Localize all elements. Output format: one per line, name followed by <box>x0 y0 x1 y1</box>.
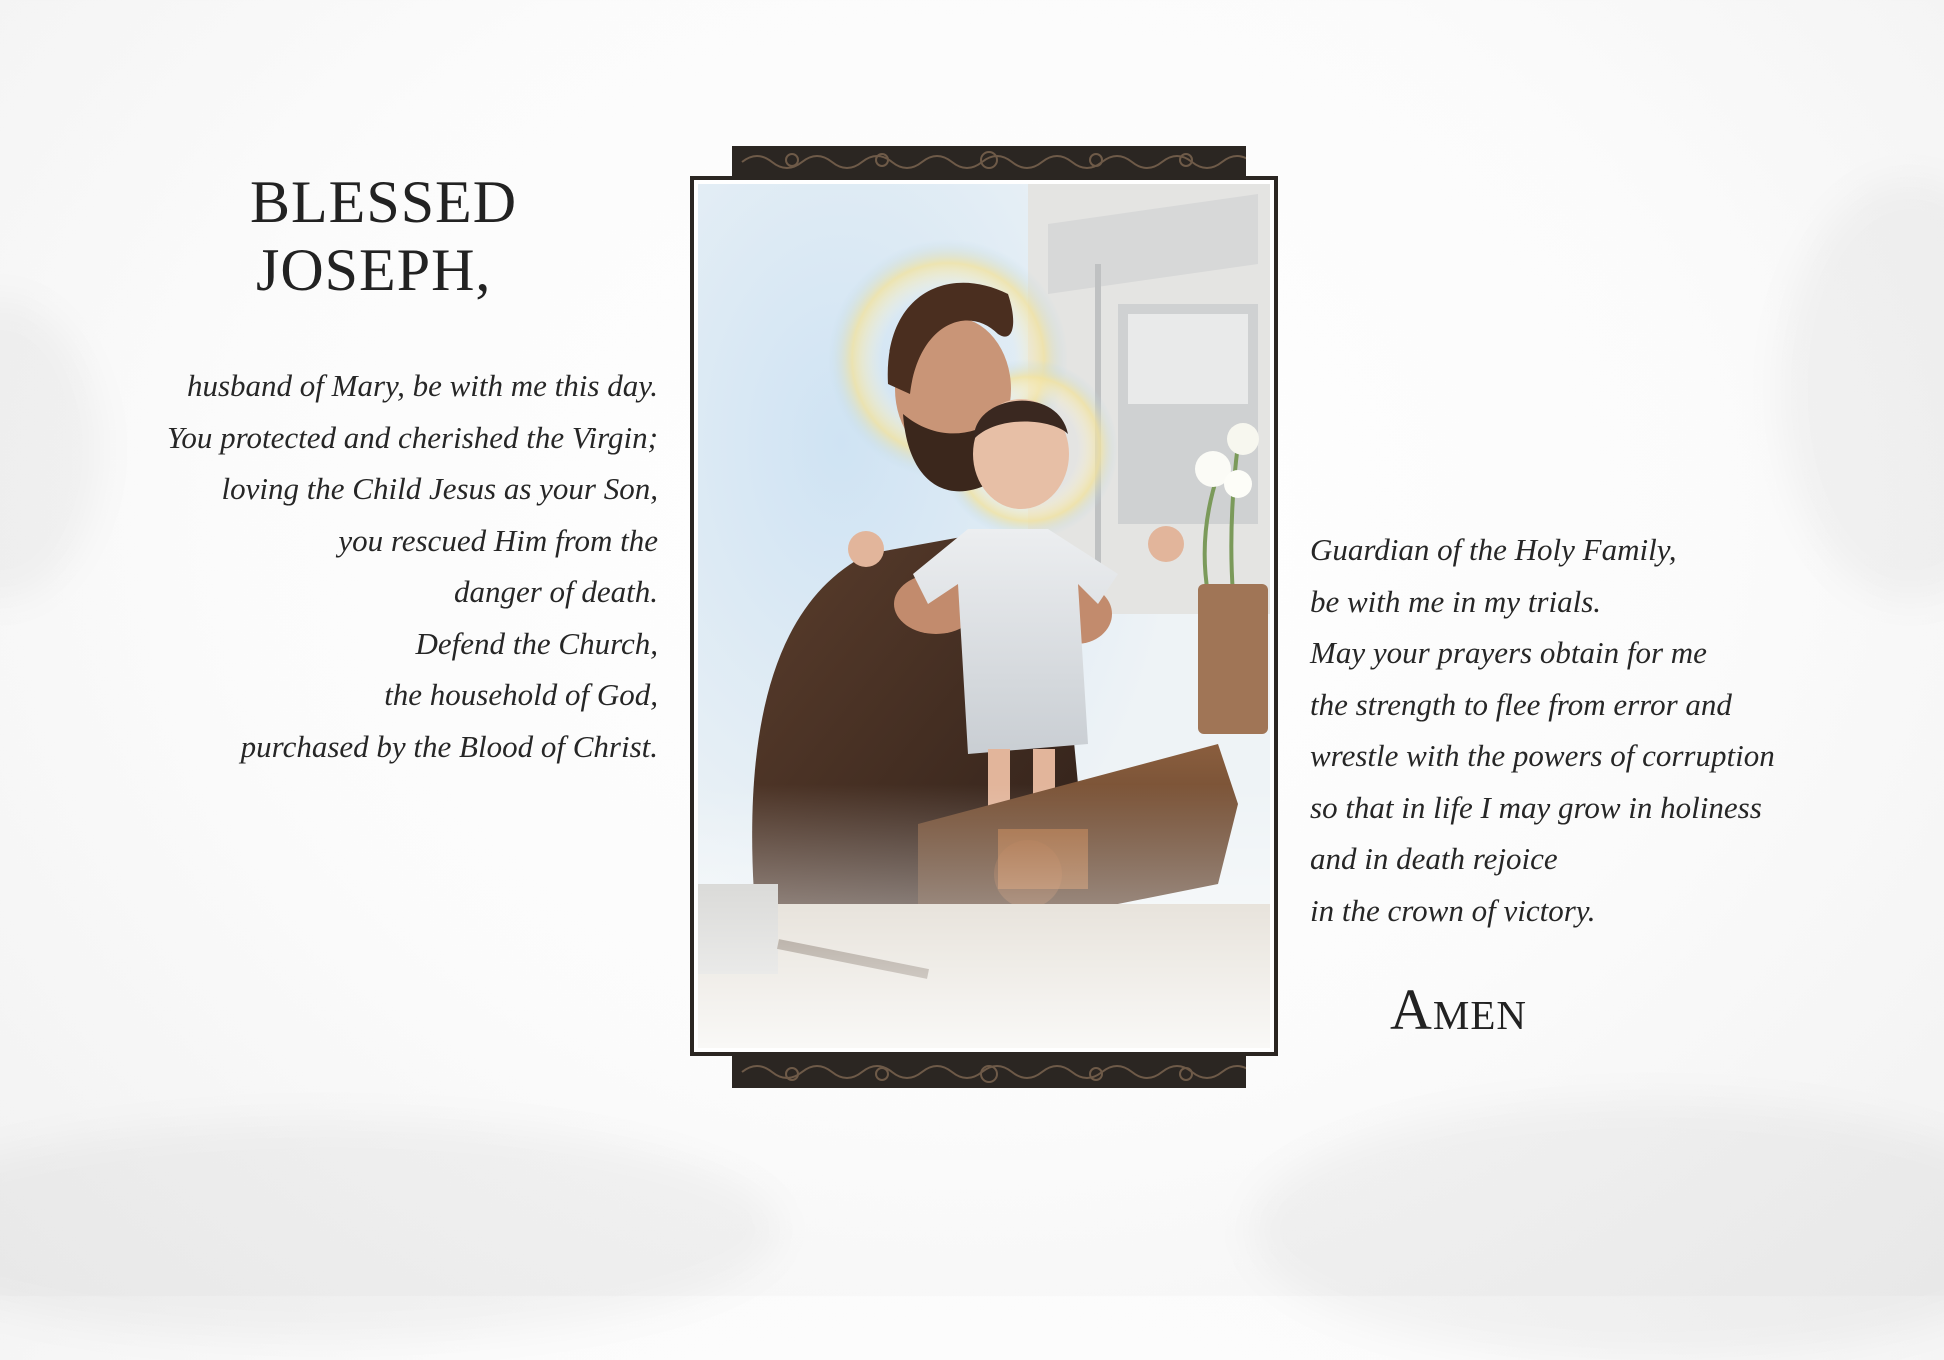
prayer-line: Guardian of the Holy Family, <box>1310 532 1677 567</box>
frame-ornament-bottom <box>732 1056 1246 1088</box>
prayer-line: so that in life I may grow in holiness <box>1310 789 1762 825</box>
fabric-shadow <box>0 300 100 600</box>
fabric-shadow <box>1250 1100 1944 1360</box>
prayer-line: You protected and cherished the Virgin; <box>166 419 658 455</box>
prayer-line: husband of Mary, be with me this day. <box>186 368 658 403</box>
prayer-line: you rescued Him from the <box>338 522 658 558</box>
prayer-text-left <box>98 360 658 772</box>
prayer-line: Defend the Church, <box>415 625 658 661</box>
page-title <box>250 168 570 304</box>
saint-joseph-painting <box>698 184 1270 1048</box>
amen-closing: Amen <box>1390 977 1527 1042</box>
prayer-line: May your prayers obtain for me <box>1310 635 1707 670</box>
prayer-line: purchased by the Blood of Christ. <box>240 728 658 764</box>
prayer-line: wrestle with the powers of corruption <box>1310 738 1775 773</box>
prayer-line: in the crown of victory. <box>1310 892 1596 928</box>
frame-ornament-top <box>732 146 1246 178</box>
prayer-line: and in death rejoice <box>1310 841 1558 876</box>
fabric-shadow <box>0 1120 780 1340</box>
prayer-line: danger of death. <box>453 574 658 609</box>
prayer-line: the household of God, <box>384 677 658 712</box>
prayer-line: the strength to flee from error and <box>1310 686 1732 722</box>
prayer-line: loving the Child Jesus as your Son, <box>221 471 658 506</box>
title-line-1: BLESSED <box>250 169 518 235</box>
prayer-text-right <box>1310 524 1870 936</box>
prayer-line: be with me in my trials. <box>1310 583 1602 619</box>
painting-frame <box>690 176 1278 1056</box>
framed-painting <box>690 146 1282 1088</box>
title-line-2: JOSEPH, <box>256 237 492 303</box>
